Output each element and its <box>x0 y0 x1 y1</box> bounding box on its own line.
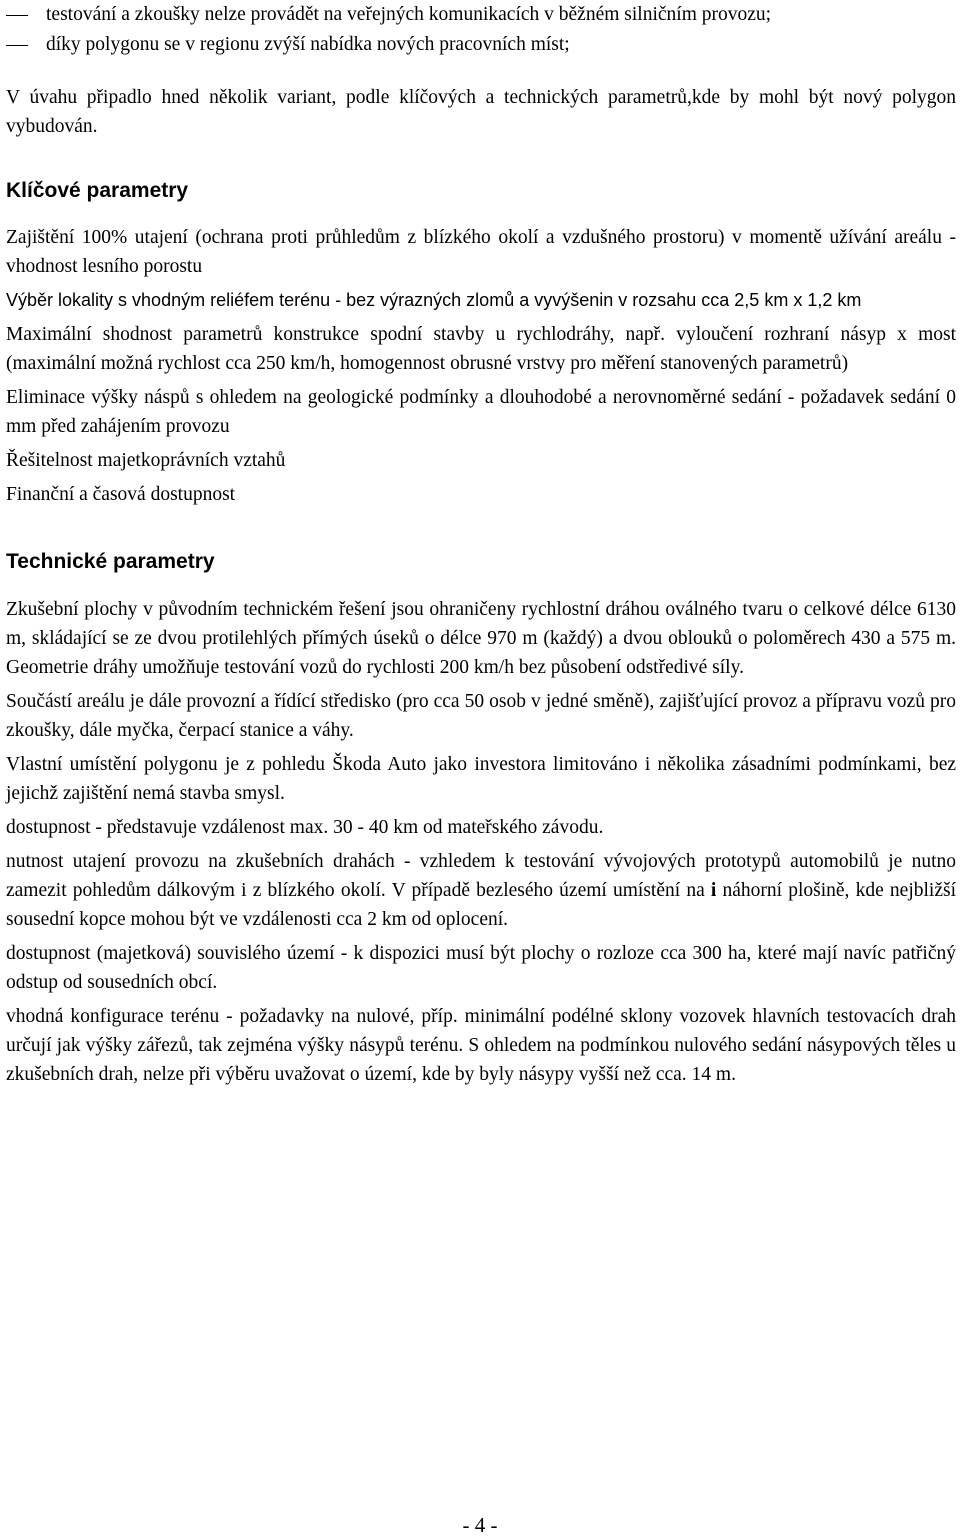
tech-paragraph: vhodná konfigurace terénu - požadavky na nulové, příp. minimální podélné sklony vozovek hlavních testovacích drah určují jak výšky zářezů, tak zejména výšky násypů terénu. S ohledem na podmínkou nulového sedání násypových těles u zkušebních drah, nelze při výběru uvažovat o území, kde by byly násypy vyšší než cca. 14 m. <box>6 1006 956 1085</box>
key-parameters-heading: Klíčové parametry <box>6 179 189 202</box>
secrecy-bold-letter: i <box>710 880 717 901</box>
bullet-text: testování a zkoušky nelze provádět na veřejných komunikacích v běžném silničním provozu; <box>46 4 772 25</box>
tech-paragraph: Zkušební plochy v původním technickém řešení jsou ohraničeny rychlostní dráhou oválného tvaru o celkové délce 6130 m, skládající se ze dvou protilehlých přímých úseků o délce 970 m (každý) a dvou oblouků o poloměrech 430 a 575 m. Geometrie dráhy umožňuje testování vozů do rychlosti 200 km/h bez působení odstředivé síly. <box>6 599 956 678</box>
bullet-item <box>6 30 956 59</box>
tech-paragraph: Vlastní umístění polygonu je z pohledu Škoda Auto jako investora limitováno i několika zásadními podmínkami, bez jejichž zajištění nemá stavba smysl. <box>6 754 956 804</box>
key-parameters-list <box>6 223 956 509</box>
technical-parameters-heading: Technické parametry <box>6 550 215 573</box>
page-number: - 4 - <box>462 1513 498 1537</box>
tech-paragraph: dostupnost - představuje vzdálenost max. 30 - 40 km od mateřského závodu. <box>6 817 604 838</box>
key-paragraph: Maximální shodnost parametrů konstrukce spodní stavby u rychlodráhy, např. vyloučení rozhraní násyp x most (maximální možná rychlost cca 250 km/h, homogennost obrusné vrstvy pro měření stanovených parametrů) <box>6 324 956 374</box>
tech-paragraph-secrecy <box>6 847 956 934</box>
key-paragraph: Výběr lokality s vhodným reliéfem terénu - bez výrazných zlomů a vyvýšenin v rozsahu cca 2,5 km x 1,2 km <box>6 290 862 310</box>
bullet-item <box>6 0 956 29</box>
bullet-text: díky polygonu se v regionu zvýší nabídka nových pracovních míst; <box>46 34 570 55</box>
secrecy-text-start: nutnost utajení provozu na zkušebních drahách - vzhledem k testování vývojových prototypů automobilů je nutno zamezit pohledům dálkovým i z blízkého okolí. V případě bezlesého území umístění na <box>6 851 956 901</box>
tech-paragraph: dostupnost (majetková) souvislého území - k dispozici musí být plochy o rozloze cca 300 ha, které mají navíc patřičný odstup od sousedních obcí. <box>6 943 956 993</box>
tech-paragraph: Součástí areálu je dále provozní a řídící středisko (pro cca 50 osob v jedné směně), zajišťující provoz a přípravu vozů pro zkoušky, dále myčka, čerpací stanice a váhy. <box>6 691 956 741</box>
document-page <box>6 0 956 1089</box>
intro-paragraph: V úvahu připadlo hned několik variant, podle klíčových a technických parametrů,kde by mohl být nový polygon vybudován. <box>6 87 956 137</box>
bullet-list <box>6 0 956 59</box>
secrecy-text-end: náhorní plošině, kde nejbližší sousední kopce mohou být ve vzdálenosti cca 2 km od oplocení. <box>6 880 956 930</box>
key-paragraph: Zajištění 100% utajení (ochrana proti průhledům z blízkého okolí a vzdušného prostoru) v momentě užívání areálu - vhodnost lesního porostu <box>6 227 956 277</box>
technical-parameters-list <box>6 595 956 1089</box>
key-paragraph: Řešitelnost majetkoprávních vztahů <box>6 450 286 471</box>
key-paragraph: Finanční a časová dostupnost <box>6 484 236 505</box>
key-paragraph: Eliminace výšky náspů s ohledem na geologické podmínky a dlouhodobé a nerovnoměrné sedání - požadavek sedání 0 mm před zahájením provozu <box>6 387 956 437</box>
